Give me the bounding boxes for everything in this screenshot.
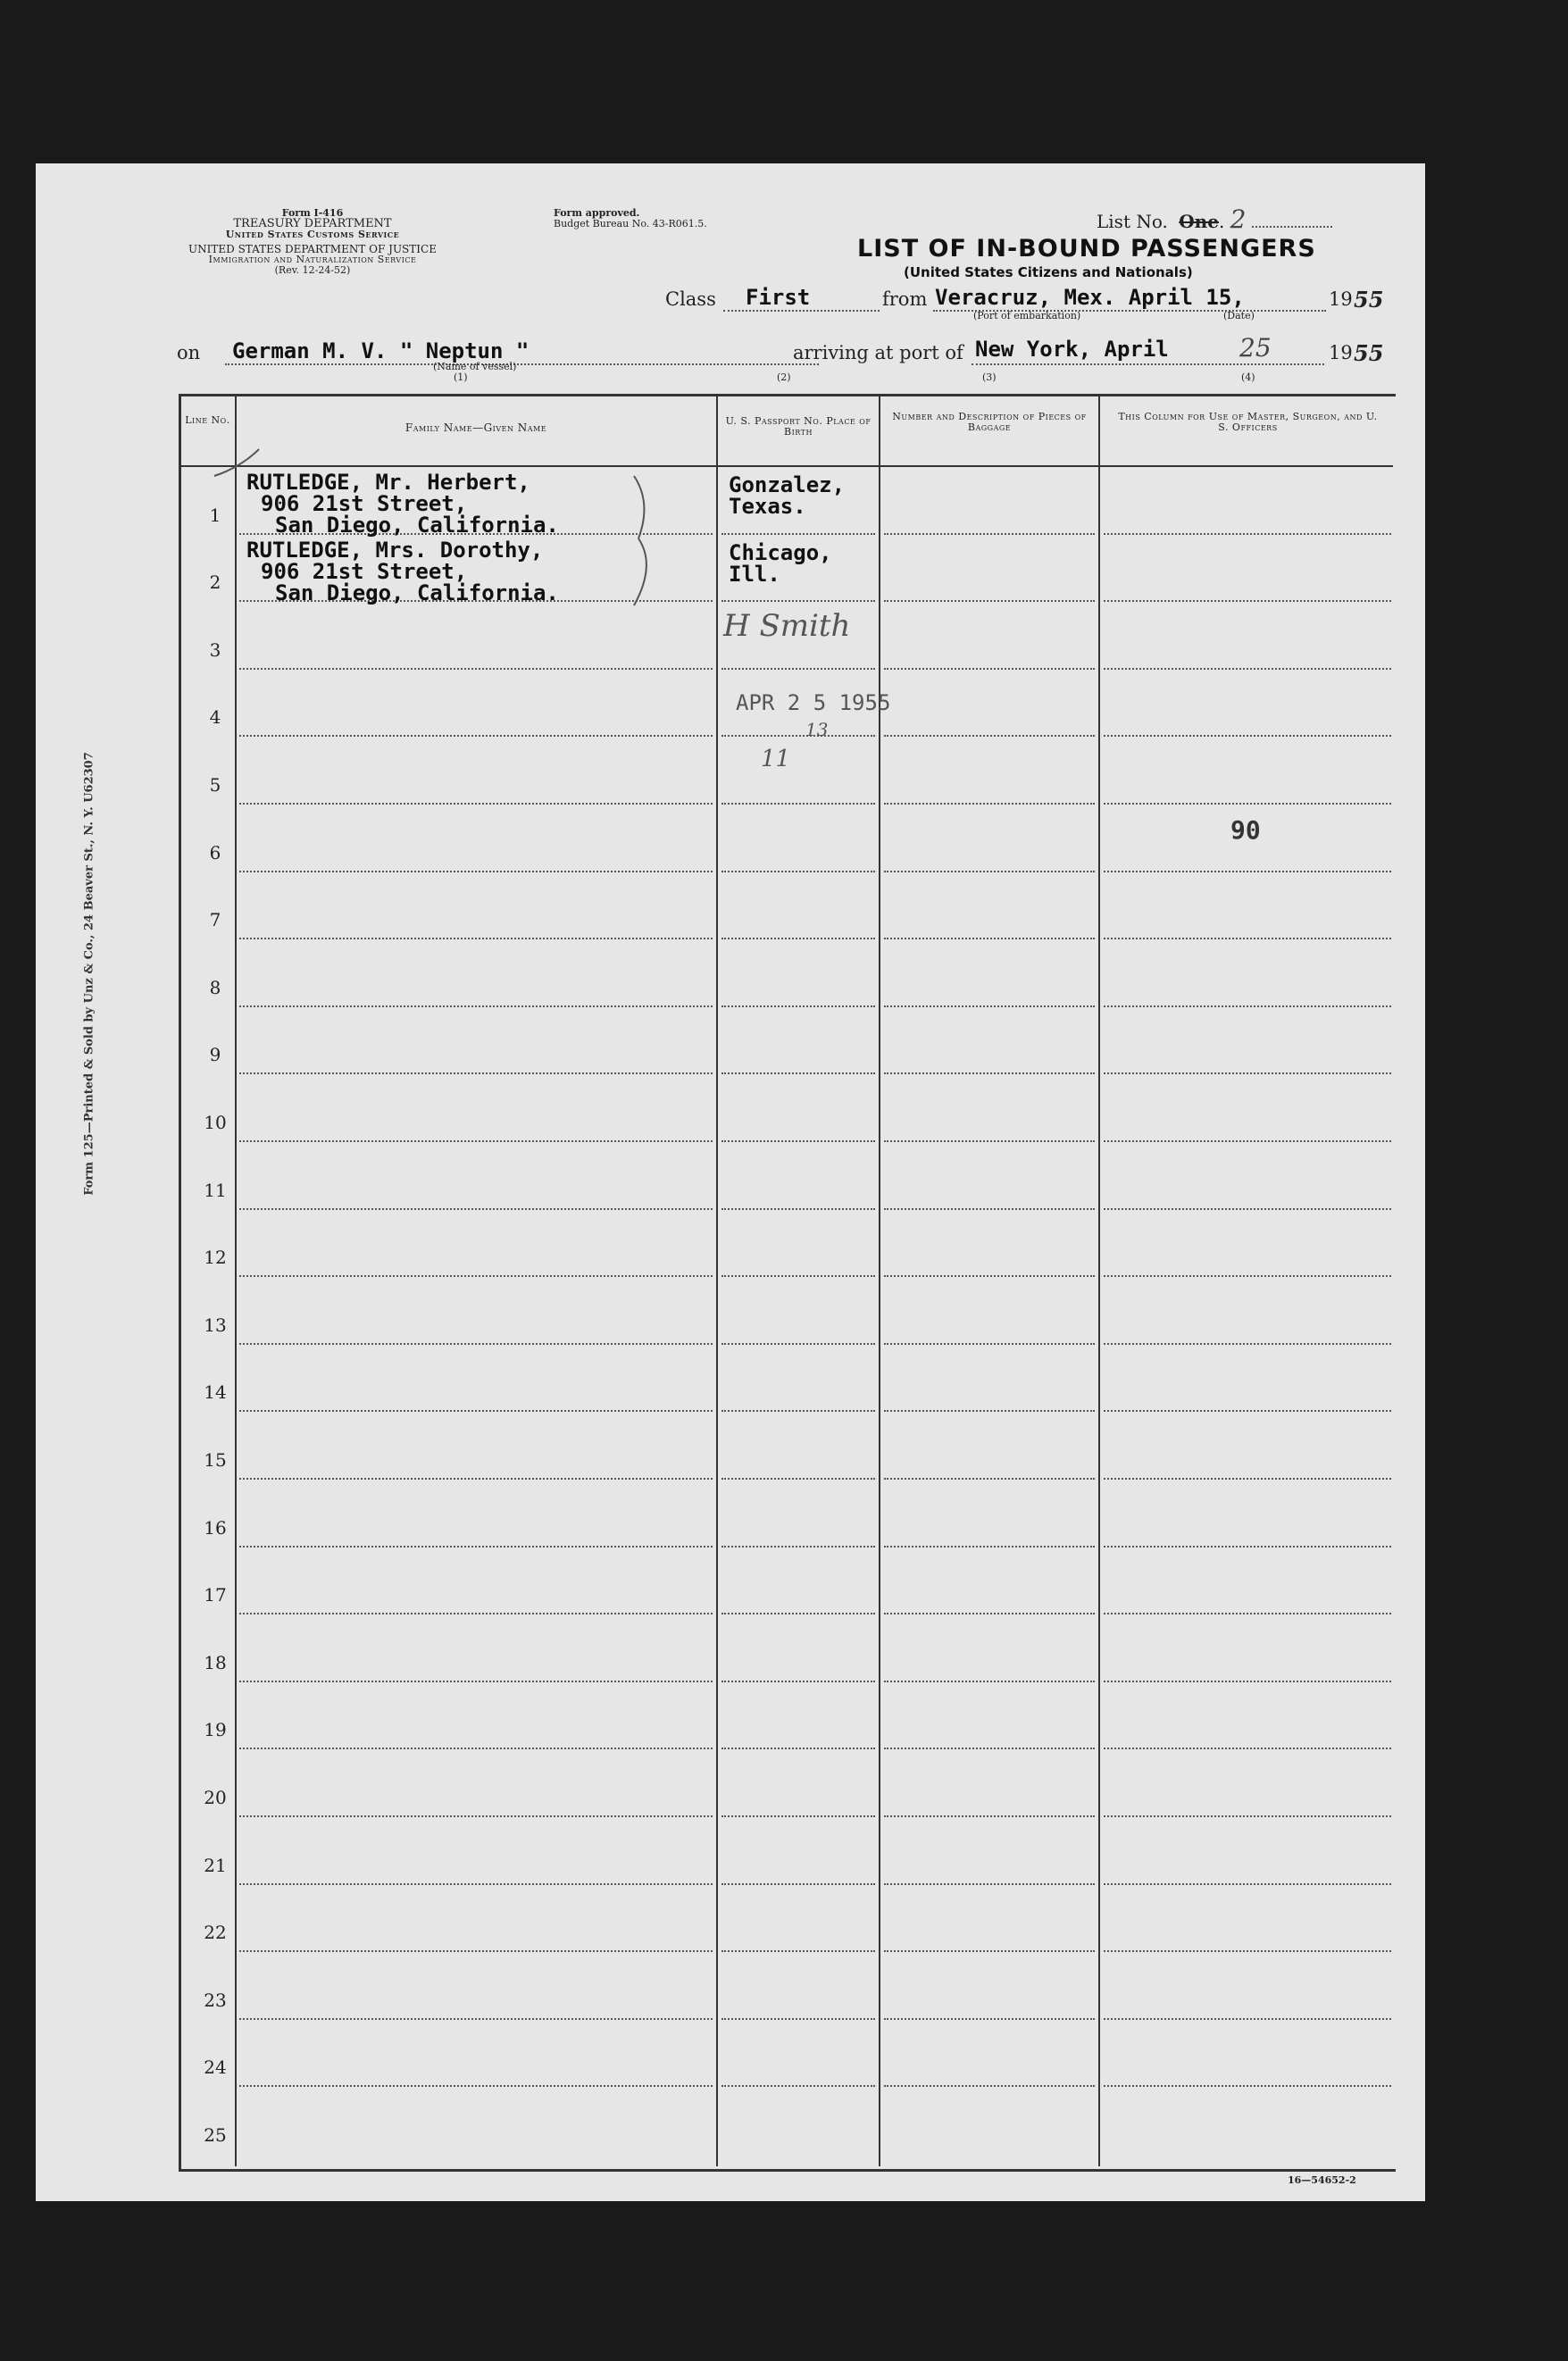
arriving-label: arriving at port of <box>793 342 963 363</box>
approval-block <box>554 208 707 229</box>
header-officers: This Column for Use of Master, Surgeon, and U. S. Officers <box>1118 411 1378 433</box>
row-dotted-line <box>1104 1410 1391 1412</box>
line-number: 25 <box>204 2124 227 2146</box>
row-dotted-line <box>239 1748 713 1749</box>
row-dotted-line <box>239 735 713 737</box>
page-title: LIST OF IN-BOUND PASSENGERS <box>857 235 1316 263</box>
officer-mark: 90 <box>1230 815 1261 845</box>
passenger-2-birth2: Ill. <box>729 562 780 587</box>
treasury-dept: TREASURY DEPARTMENT <box>233 217 392 230</box>
rev-date: (Rev. 12-24-52) <box>274 264 351 276</box>
col-line-3 <box>879 394 880 2166</box>
pencil-mark-a: 13 <box>805 719 829 740</box>
from-label: from <box>882 288 928 310</box>
caption-2: (2) <box>777 371 791 383</box>
row-dotted-line <box>239 1275 713 1277</box>
header-passport: U. S. Passport No. Place of Birth <box>725 415 872 438</box>
manifest-sheet <box>36 163 1425 2201</box>
list-no-written: 2 <box>1230 204 1247 234</box>
row-dotted-line <box>1104 1613 1391 1614</box>
row-dotted-line <box>884 1072 1095 1074</box>
printer-side-text: Form 125—Printed & Sold by Unz & Co., 24 Beaver St., N. Y. U62307 <box>82 752 96 1196</box>
on-label: on <box>177 342 201 363</box>
row-dotted-line <box>1104 803 1391 805</box>
arrival-date-stamp: APR 2 5 1955 <box>736 690 891 715</box>
arrival-year-prefix: 19 <box>1329 342 1353 363</box>
row-dotted-line <box>239 2085 713 2087</box>
line-number: 17 <box>204 1584 227 1606</box>
row-dotted-line <box>721 735 875 737</box>
ins-service: Immigration and Naturalization Service <box>208 254 417 265</box>
row-dotted-line <box>721 1883 875 1885</box>
row-dotted-line <box>884 2018 1095 2020</box>
row-dotted-line <box>721 1950 875 1952</box>
row-dotted-line <box>721 1343 875 1345</box>
arrival-year: 55 <box>1354 340 1384 366</box>
row-dotted-line <box>239 1208 713 1210</box>
row-dotted-line <box>1104 1681 1391 1682</box>
row-dotted-line <box>721 1208 875 1210</box>
list-no: List No. One. 2 <box>1097 204 1332 234</box>
row-dotted-line <box>721 1748 875 1749</box>
row-dotted-line <box>721 1140 875 1142</box>
line-number: 13 <box>204 1314 227 1336</box>
form-block <box>170 208 455 276</box>
line-number: 5 <box>209 774 221 796</box>
row-dotted-line <box>1104 600 1391 602</box>
row-dotted-line <box>239 1950 713 1952</box>
row-dotted-line <box>721 1613 875 1614</box>
row-dotted-line <box>239 803 713 805</box>
row-dotted-line <box>239 1883 713 1885</box>
row-dotted-line <box>884 1140 1095 1142</box>
line-number: 3 <box>209 638 221 661</box>
row-dotted-line <box>239 1478 713 1480</box>
list-no-label: List No. <box>1097 211 1168 232</box>
vessel-dots <box>225 363 819 365</box>
row-dotted-line <box>239 1613 713 1614</box>
port-of-embarkation: Veracruz, Mex. April 15, <box>935 285 1245 310</box>
line-number: 7 <box>209 909 221 931</box>
row-dotted-line <box>721 1815 875 1817</box>
line-number: 18 <box>204 1651 227 1673</box>
row-dotted-line <box>884 1681 1095 1682</box>
row-dotted-line <box>239 1815 713 1817</box>
line-number: 9 <box>209 1044 221 1066</box>
line-number: 15 <box>204 1449 227 1471</box>
line-number: 20 <box>204 1787 227 1808</box>
row-dotted-line <box>239 1005 713 1007</box>
row-dotted-line <box>884 1950 1095 1952</box>
row-dotted-line <box>1104 735 1391 737</box>
class-label: Class <box>665 288 716 310</box>
form-approved: Form approved. <box>554 207 640 219</box>
row-dotted-line <box>721 600 875 602</box>
line-number: 16 <box>204 1516 227 1539</box>
row-dotted-line <box>1104 2018 1391 2020</box>
line-number: 23 <box>204 1989 227 2011</box>
row-dotted-line <box>239 1410 713 1412</box>
line-number: 19 <box>204 1719 227 1741</box>
passenger-2-addr1: 906 21st Street, <box>261 559 468 584</box>
row-dotted-line <box>884 1275 1095 1277</box>
row-dotted-line <box>884 1410 1095 1412</box>
row-dotted-line <box>1104 1883 1391 1885</box>
arrival-day: 25 <box>1239 333 1272 363</box>
row-dotted-line <box>239 938 713 939</box>
caption-4: (4) <box>1241 371 1255 383</box>
header-name: Family Name—Given Name <box>405 421 547 434</box>
class-value: First <box>746 285 811 310</box>
row-dotted-line <box>884 1005 1095 1007</box>
row-dotted-line <box>884 871 1095 872</box>
line-number: 8 <box>209 976 221 998</box>
row-dotted-line <box>721 1546 875 1548</box>
line-number: 14 <box>204 1381 227 1404</box>
row-dotted-line <box>1104 1140 1391 1142</box>
row-dotted-line <box>884 1748 1095 1749</box>
line-number: 1 <box>209 504 221 526</box>
row-dotted-line <box>239 1343 713 1345</box>
col-line-4 <box>1098 394 1100 2166</box>
row-dotted-line <box>721 1681 875 1682</box>
row-dotted-line <box>1104 1343 1391 1345</box>
col-line-1 <box>235 394 237 2166</box>
line-number: 22 <box>204 1922 227 1944</box>
row-dotted-line <box>721 2085 875 2087</box>
passenger-1-addr1: 906 21st Street, <box>261 491 468 516</box>
row-dotted-line <box>1104 2085 1391 2087</box>
row-dotted-line <box>884 668 1095 670</box>
row-dotted-line <box>1104 668 1391 670</box>
row-dotted-line <box>884 2085 1095 2087</box>
page-subtitle: (United States Citizens and Nationals) <box>904 264 1193 280</box>
row-dotted-line <box>1104 938 1391 939</box>
line-number: 2 <box>209 571 221 594</box>
passenger-1-addr2: San Diego, California. <box>275 513 559 538</box>
line-number: 4 <box>209 706 221 729</box>
pencil-mark-b: 11 <box>761 746 791 772</box>
row-dotted-line <box>239 1140 713 1142</box>
vessel-name: German M. V. " Neptun " <box>232 338 530 363</box>
budget-bureau: Budget Bureau No. 43-R061.5. <box>554 218 707 229</box>
row-dotted-line <box>884 1815 1095 1817</box>
row-dotted-line <box>721 938 875 939</box>
row-dotted-line <box>239 871 713 872</box>
justice-dept: UNITED STATES DEPARTMENT OF JUSTICE <box>188 243 437 255</box>
line-number: 11 <box>204 1179 227 1201</box>
row-dotted-line <box>1104 1072 1391 1074</box>
manifest-table <box>179 394 1396 2172</box>
row-dotted-line <box>721 533 875 535</box>
row-dotted-line <box>884 735 1095 737</box>
form-number: Form I-416 <box>281 207 344 219</box>
row-dotted-line <box>1104 1208 1391 1210</box>
date-caption: (Date) <box>1223 310 1255 321</box>
row-dotted-line <box>1104 1815 1391 1817</box>
form-code: 16—54652-2 <box>1288 2174 1356 2186</box>
row-dotted-line <box>721 803 875 805</box>
line-number: 6 <box>209 841 221 863</box>
row-dotted-line <box>884 938 1095 939</box>
inspector-signature: H Smith <box>723 608 851 644</box>
line-number: 21 <box>204 1854 227 1876</box>
arrival-dots <box>972 363 1324 365</box>
row-dotted-line <box>239 1546 713 1548</box>
row-dotted-line <box>721 1005 875 1007</box>
row-dotted-line <box>239 668 713 670</box>
row-dotted-line <box>1104 1546 1391 1548</box>
customs-service: United States Customs Service <box>225 229 400 240</box>
row-dotted-line <box>721 1478 875 1480</box>
vessel-caption: (Name of vessel) <box>433 361 517 372</box>
row-dotted-line <box>721 1072 875 1074</box>
passenger-2-name: RUTLEDGE, Mrs. Dorothy, <box>246 538 544 563</box>
class-dots <box>723 310 880 312</box>
row-dotted-line <box>721 1275 875 1277</box>
row-dotted-line <box>721 2018 875 2020</box>
header-line-no: Line No. <box>185 414 230 426</box>
caption-3: (3) <box>982 371 997 383</box>
header-baggage: Number and Description of Pieces of Baggage <box>892 411 1087 433</box>
row-dotted-line <box>1104 533 1391 535</box>
row-dotted-line <box>721 871 875 872</box>
line-number: 24 <box>204 2056 227 2079</box>
col-line-2 <box>716 394 718 2166</box>
line-number: 10 <box>204 1112 227 1133</box>
arrival-port: New York, April <box>975 337 1169 362</box>
year-prefix: 19 <box>1329 288 1353 310</box>
row-dotted-line <box>884 1546 1095 1548</box>
row-dotted-line <box>884 600 1095 602</box>
row-dotted-line <box>884 803 1095 805</box>
row-dotted-line <box>721 668 875 670</box>
pencil-bracket <box>205 440 688 619</box>
row-dotted-line <box>884 1208 1095 1210</box>
row-dotted-line <box>1104 1748 1391 1749</box>
list-no-struck: One <box>1179 211 1219 232</box>
row-dotted-line <box>884 533 1095 535</box>
row-dotted-line <box>1104 1478 1391 1480</box>
row-dotted-line <box>721 1410 875 1412</box>
passenger-2-birth1: Chicago, <box>729 540 832 565</box>
row-dotted-line <box>239 1072 713 1074</box>
year-value: 55 <box>1354 287 1384 313</box>
row-dotted-line <box>1104 1005 1391 1007</box>
passenger-1-name: RUTLEDGE, Mr. Herbert, <box>246 470 530 495</box>
row-dotted-line <box>884 1613 1095 1614</box>
row-dotted-line <box>1104 1950 1391 1952</box>
line-number: 12 <box>204 1247 227 1269</box>
row-dotted-line <box>1104 1275 1391 1277</box>
row-dotted-line <box>884 1478 1095 1480</box>
passenger-1-birth2: Texas. <box>729 494 806 519</box>
row-dotted-line <box>884 1343 1095 1345</box>
passenger-2-addr2: San Diego, California. <box>275 580 559 605</box>
row-dotted-line <box>1104 871 1391 872</box>
row-dotted-line <box>884 1883 1095 1885</box>
caption-1: (1) <box>454 371 468 383</box>
port-caption: (Port of embarkation) <box>973 310 1081 321</box>
row-dotted-line <box>239 2018 713 2020</box>
row-dotted-line <box>239 1681 713 1682</box>
passenger-1-birth1: Gonzalez, <box>729 472 846 497</box>
